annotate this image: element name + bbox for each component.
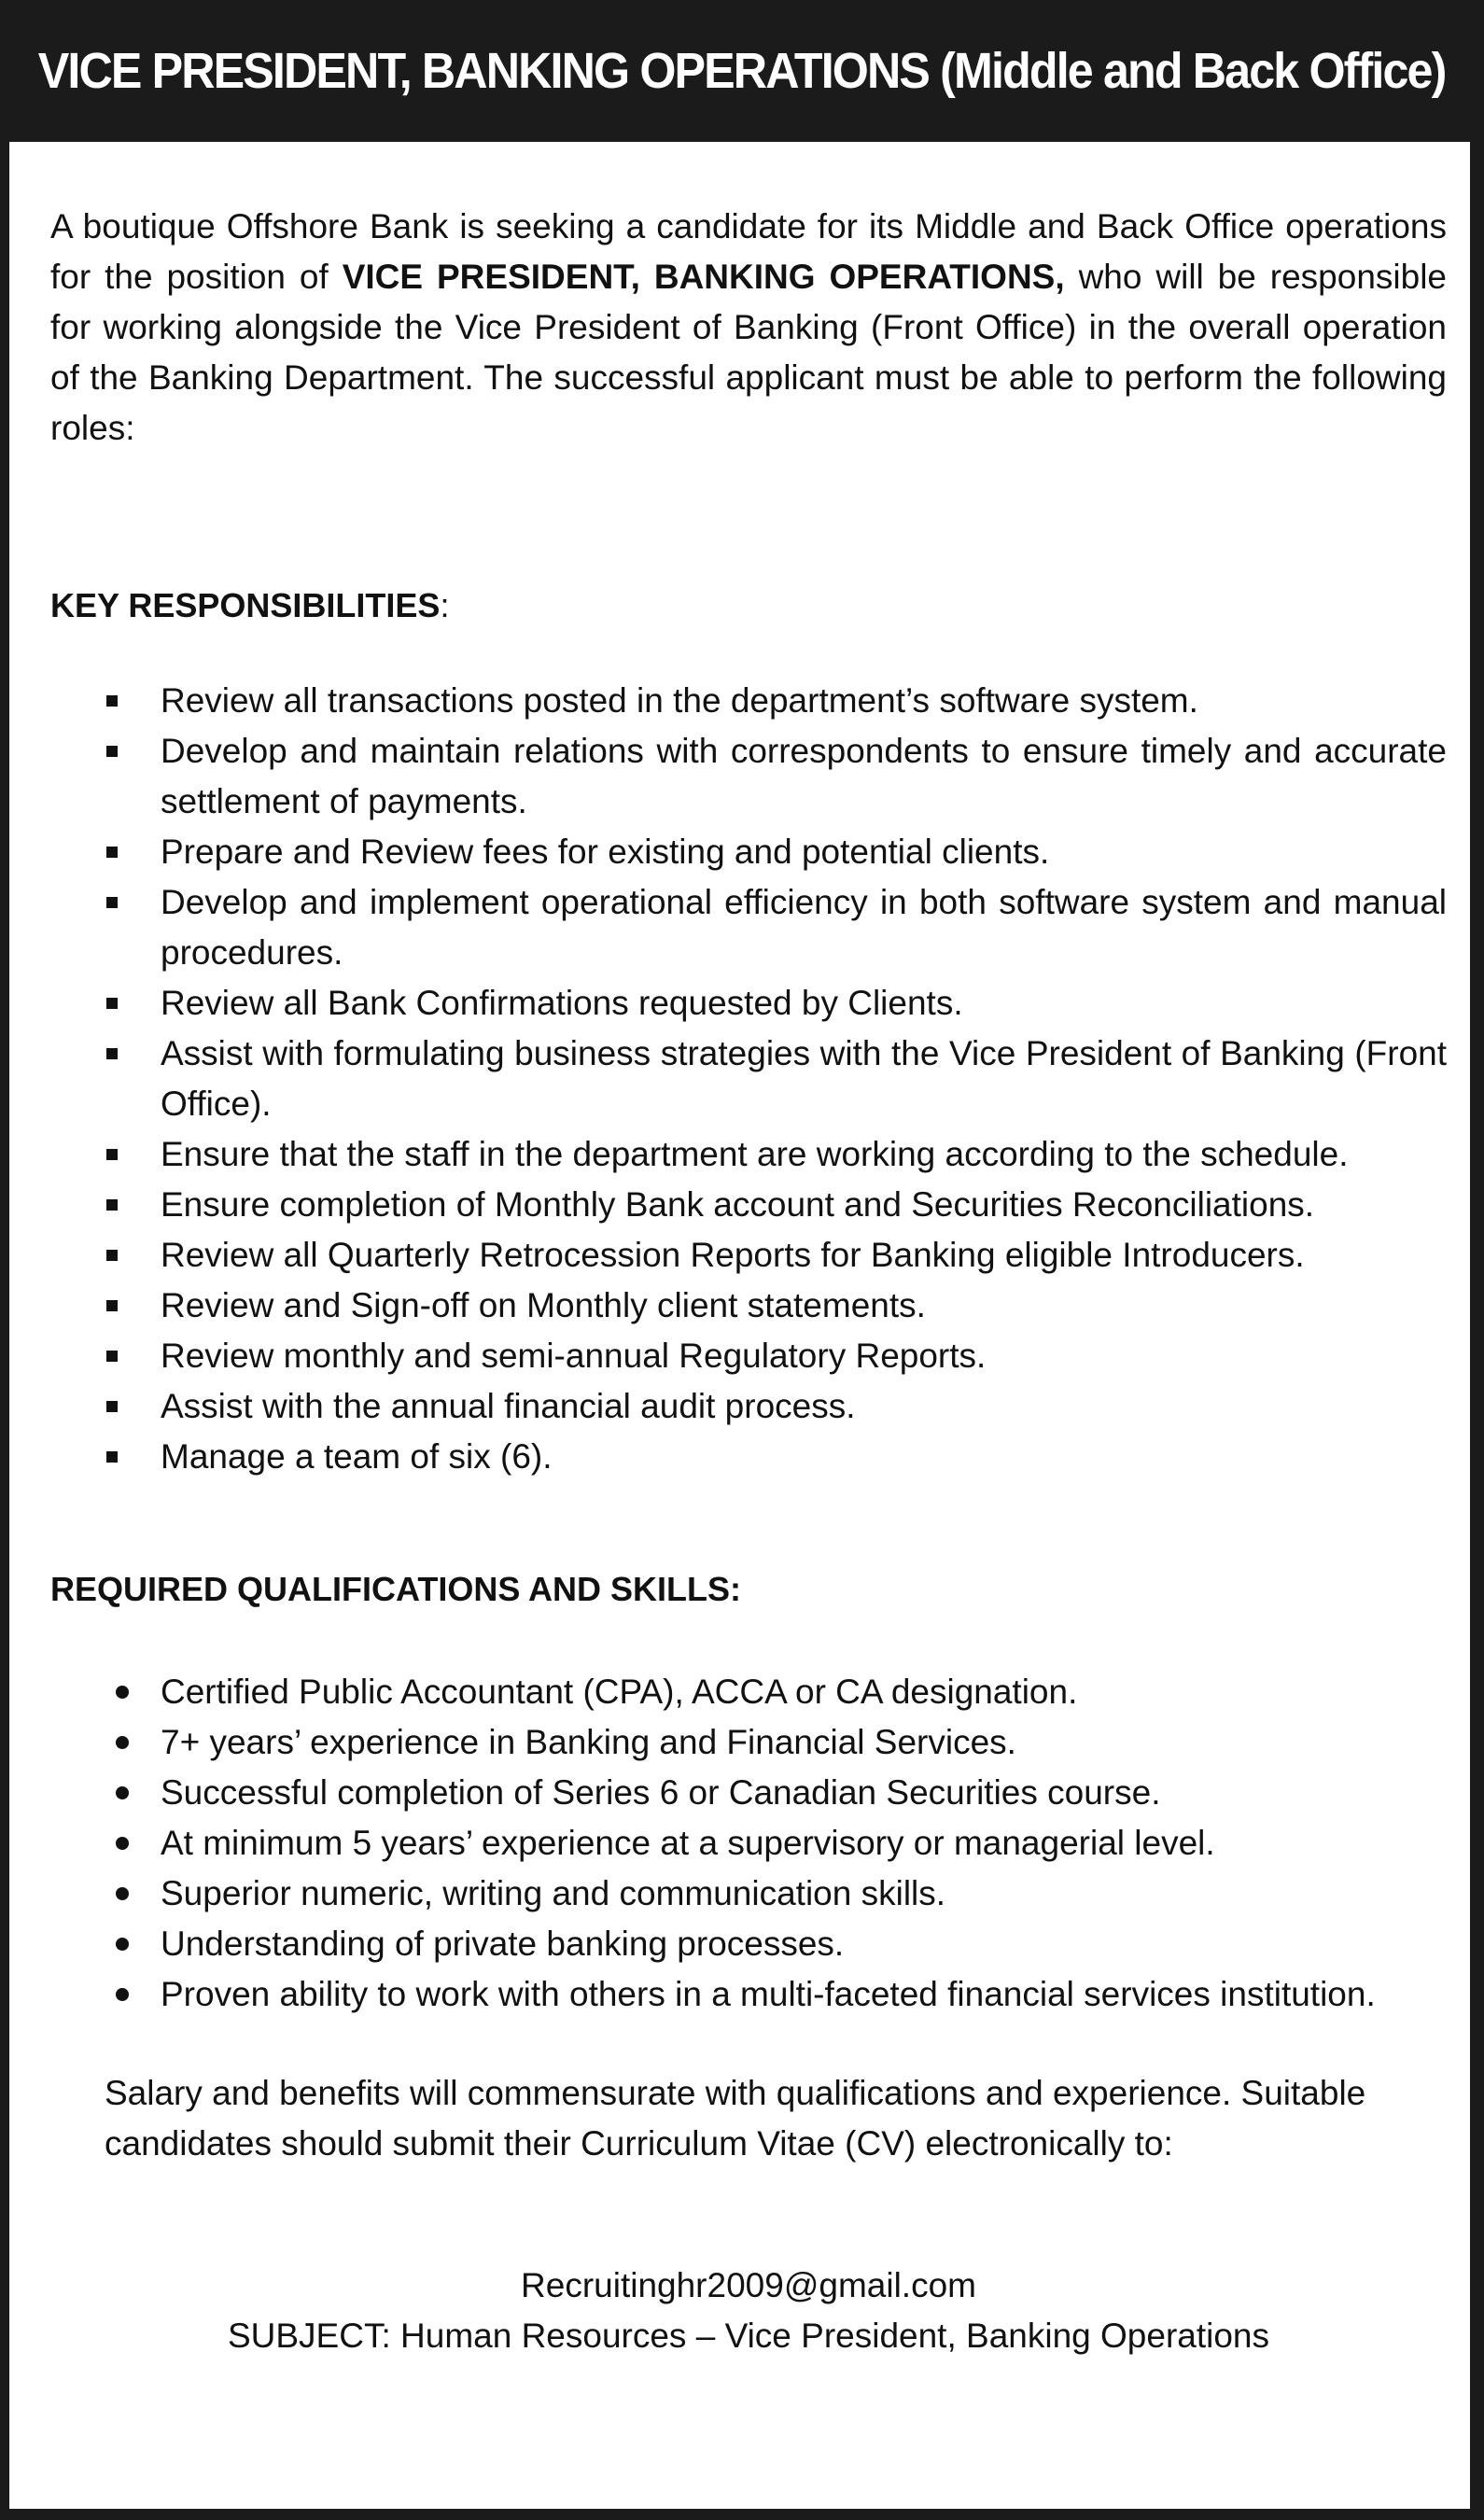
qualification-text: Successful completion of Series 6 or Canadian Securities course. [161,1773,1161,1812]
square-bullet-icon [103,1230,131,1281]
responsibilities-heading [50,581,1447,631]
responsibility-item [50,1331,1447,1381]
responsibility-text: Ensure that the staff in the department are working according to the schedule. [161,1135,1349,1173]
responsibility-text: Assist with formulating business strategies with the Vice President of Banking (Front Office). [161,1034,1447,1123]
qualification-text: Superior numeric, writing and communication skills. [161,1874,946,1912]
round-bullet-icon [103,1818,131,1869]
intro-text-end: who will be responsible for working alongside the Vice President of Banking (Front Office) in the overall operation of the Banking Department. The successful applicant must be able to perform the following roles: [50,258,1447,447]
square-bullet-icon [103,1029,131,1079]
qualification-text: Certified Public Accountant (CPA), ACCA or CA designation. [161,1673,1078,1711]
responsibility-text: Review monthly and semi-annual Regulatory Reports. [161,1337,987,1375]
qualifications-heading: REQUIRED QUALIFICATIONS AND SKILLS: [50,1570,741,1608]
responsibility-item [50,1381,1447,1432]
intro-paragraph [50,202,1447,454]
responsibilities-heading-text: KEY RESPONSIBILITIES [50,586,441,624]
page-title: VICE PRESIDENT, BANKING OPERATIONS (Middle and Back Office) [38,43,1446,99]
job-posting-panel [9,142,1470,2509]
round-bullet-icon [103,1869,131,1919]
round-bullet-icon [103,1768,131,1818]
round-bullet-icon [103,1969,131,2020]
qualification-item [50,1667,1447,1717]
round-bullet-icon [103,1717,131,1768]
job-posting-content [50,202,1447,2361]
round-bullet-icon [103,1667,131,1717]
qualifications-list [50,1667,1447,2020]
qualification-item [50,1969,1447,2020]
qualification-item [50,1717,1447,1768]
responsibility-text: Review all transactions posted in the department’s software system. [161,681,1198,720]
responsibility-text: Manage a team of six (6). [161,1437,553,1476]
job-title-banner [0,0,1484,142]
responsibility-text: Review and Sign-off on Monthly client statements. [161,1286,926,1324]
responsibility-item [50,1432,1447,1482]
responsibility-text: Assist with the annual financial audit process. [161,1387,856,1425]
contact-subject: SUBJECT: Human Resources – Vice President, Banking Operations [227,2317,1270,2355]
square-bullet-icon [103,1180,131,1230]
responsibility-item [50,877,1447,978]
square-bullet-icon [103,726,131,777]
qualification-item [50,1818,1447,1869]
square-bullet-icon [103,1129,131,1180]
responsibility-item [50,1180,1447,1230]
responsibility-item [50,1129,1447,1180]
responsibilities-heading-colon: : [440,586,450,624]
responsibility-text: Prepare and Review fees for existing and potential clients. [161,833,1050,871]
responsibility-item [50,676,1447,726]
responsibility-item [50,1281,1447,1331]
contact-email: Recruitinghr2009@gmail.com [521,2266,976,2304]
qualification-item [50,1768,1447,1818]
square-bullet-icon [103,1432,131,1482]
responsibility-item [50,978,1447,1029]
square-bullet-icon [103,1281,131,1331]
responsibilities-list [50,676,1447,1482]
square-bullet-icon [103,676,131,726]
closing-paragraph: Salary and benefits will commensurate with qualifications and experience. Suitable candidates should submit their Curriculum Vitae (CV) electronically to: [105,2074,1366,2163]
qualification-text: At minimum 5 years’ experience at a supervisory or managerial level. [161,1824,1215,1862]
responsibility-text: Develop and maintain relations with correspondents to ensure timely and accurate settlement of payments. [161,732,1447,820]
qualification-text: Proven ability to work with others in a multi-faceted financial services institution. [161,1975,1376,2013]
square-bullet-icon [103,827,131,877]
responsibility-item [50,827,1447,877]
square-bullet-icon [103,877,131,928]
responsibility-text: Review all Bank Confirmations requested by Clients. [161,984,963,1022]
qualification-item [50,1869,1447,1919]
square-bullet-icon [103,1331,131,1381]
square-bullet-icon [103,978,131,1029]
square-bullet-icon [103,1381,131,1432]
responsibility-item [50,1029,1447,1129]
contact-block [50,2261,1447,2361]
intro-text-start: A boutique Offshore Bank is seeking a candidate for its Middle and Back Office operations for the position of [50,207,1447,296]
responsibility-text: Ensure completion of Monthly Bank account and Securities Reconciliations. [161,1185,1315,1224]
responsibility-item [50,1230,1447,1281]
responsibility-text: Develop and implement operational efficiency in both software system and manual procedures. [161,883,1447,972]
responsibility-item [50,726,1447,827]
intro-position-title: VICE PRESIDENT, BANKING OPERATIONS, [342,258,1065,296]
qualification-item [50,1919,1447,1969]
round-bullet-icon [103,1919,131,1969]
qualification-text: Understanding of private banking processes. [161,1925,845,1963]
responsibility-text: Review all Quarterly Retrocession Reports for Banking eligible Introducers. [161,1236,1305,1274]
qualification-text: 7+ years’ experience in Banking and Financial Services. [161,1723,1016,1761]
